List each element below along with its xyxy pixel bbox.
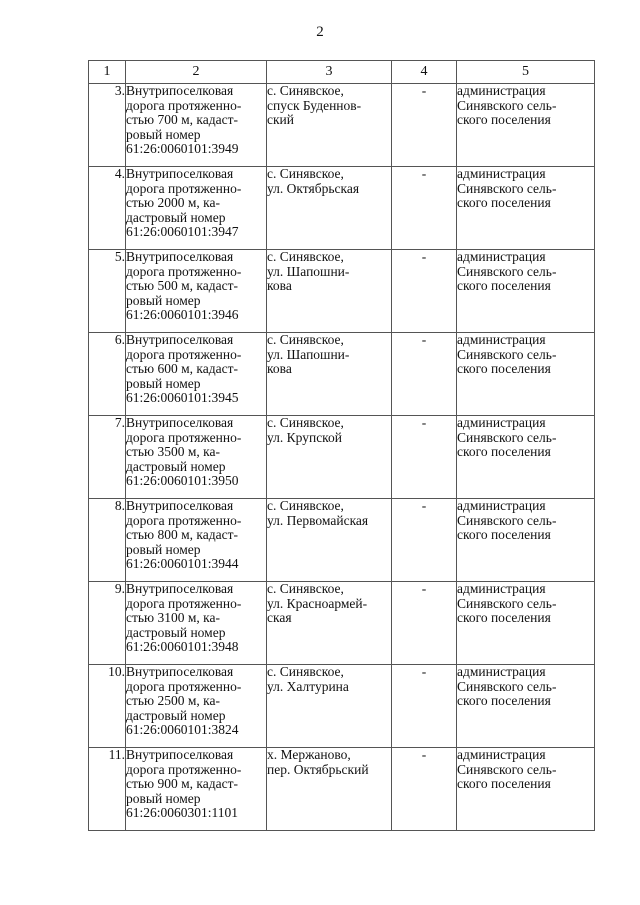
road-owner-cell xyxy=(457,499,595,582)
road-location-cell xyxy=(267,499,392,582)
table-row xyxy=(89,499,595,582)
roads-registry-table xyxy=(88,60,595,831)
table-row xyxy=(89,748,595,831)
column-4-value: - xyxy=(421,415,427,430)
road-location: с. Синявское, ул. Красноармей- ская xyxy=(267,581,368,626)
row-number-cell xyxy=(89,665,126,748)
road-location-cell xyxy=(267,333,392,416)
row-number-cell xyxy=(89,250,126,333)
row-number-cell xyxy=(89,416,126,499)
table-body xyxy=(89,84,595,831)
road-location: с. Синявское, ул. Шапошни- кова xyxy=(267,249,350,294)
table-row xyxy=(89,582,595,665)
column-4-value-cell xyxy=(392,333,457,416)
column-4-value-cell xyxy=(392,748,457,831)
road-description-cell xyxy=(126,499,267,582)
row-number: 8. xyxy=(114,498,125,513)
road-owner: администрация Синявского сель- ского поселения xyxy=(457,332,557,377)
column-header-4: 4 xyxy=(392,61,457,84)
table-row xyxy=(89,250,595,333)
road-owner: администрация Синявского сель- ского поселения xyxy=(457,415,557,460)
road-description: Внутрипоселковая дорога протяженно- стью 2500 м, ка- дастровый номер 61:26:0060101:3824 xyxy=(126,664,242,738)
road-owner: администрация Синявского сель- ского поселения xyxy=(457,747,557,792)
header-row xyxy=(89,61,595,84)
column-4-value-cell xyxy=(392,665,457,748)
column-4-value-cell xyxy=(392,499,457,582)
column-4-value: - xyxy=(421,747,427,762)
road-owner: администрация Синявского сель- ского поселения xyxy=(457,166,557,211)
row-number-cell xyxy=(89,748,126,831)
road-location: с. Синявское, ул. Первомайская xyxy=(267,498,369,528)
road-description: Внутрипоселковая дорога протяженно- стью 900 м, кадаст- ровый номер 61:26:0060301:1101 xyxy=(126,747,242,821)
road-location: с. Синявское, ул. Октябрьская xyxy=(267,166,360,196)
column-header-5: 5 xyxy=(457,61,595,84)
row-number: 5. xyxy=(114,249,125,264)
road-owner: администрация Синявского сель- ского поселения xyxy=(457,664,557,709)
road-description-cell xyxy=(126,250,267,333)
row-number: 11. xyxy=(108,747,125,762)
row-number: 10. xyxy=(108,664,125,679)
row-number-cell xyxy=(89,333,126,416)
road-owner-cell xyxy=(457,665,595,748)
road-location: с. Синявское, ул. Шапошни- кова xyxy=(267,332,350,377)
road-description-cell xyxy=(126,665,267,748)
road-owner: администрация Синявского сель- ского поселения xyxy=(457,83,557,128)
road-owner-cell xyxy=(457,250,595,333)
row-number-cell xyxy=(89,84,126,167)
column-header-2: 2 xyxy=(126,61,267,84)
column-header-1: 1 xyxy=(89,61,126,84)
road-owner-cell xyxy=(457,416,595,499)
road-description: Внутрипоселковая дорога протяженно- стью 700 м, кадаст- ровый номер 61:26:0060101:3949 xyxy=(126,83,242,157)
road-location: х. Мержаново, пер. Октябрьский xyxy=(267,747,369,777)
row-number-cell xyxy=(89,582,126,665)
road-description: Внутрипоселковая дорога протяженно- стью 500 м, кадаст- ровый номер 61:26:0060101:3946 xyxy=(126,249,242,323)
column-4-value: - xyxy=(421,83,427,98)
road-description: Внутрипоселковая дорога протяженно- стью 3500 м, ка- дастровый номер 61:26:0060101:3950 xyxy=(126,415,242,489)
column-4-value-cell xyxy=(392,167,457,250)
road-location-cell xyxy=(267,748,392,831)
road-location: с. Синявское, спуск Буденнов- ский xyxy=(267,83,362,128)
road-description: Внутрипоселковая дорога протяженно- стью 800 м, кадаст- ровый номер 61:26:0060101:3944 xyxy=(126,498,242,572)
road-location-cell xyxy=(267,167,392,250)
column-4-value-cell xyxy=(392,582,457,665)
road-location: с. Синявское, ул. Крупской xyxy=(267,415,344,445)
column-header-3: 3 xyxy=(267,61,392,84)
table-row xyxy=(89,84,595,167)
road-description-cell xyxy=(126,748,267,831)
road-description: Внутрипоселковая дорога протяженно- стью 3100 м, ка- дастровый номер 61:26:0060101:3948 xyxy=(126,581,242,655)
road-owner: администрация Синявского сель- ского поселения xyxy=(457,498,557,543)
road-location: с. Синявское, ул. Халтурина xyxy=(267,664,349,694)
table-row xyxy=(89,167,595,250)
road-owner-cell xyxy=(457,84,595,167)
row-number-cell xyxy=(89,167,126,250)
column-4-value: - xyxy=(421,581,427,596)
road-description-cell xyxy=(126,582,267,665)
page-number: 2 xyxy=(316,24,324,40)
column-4-value: - xyxy=(421,166,427,181)
road-description-cell xyxy=(126,333,267,416)
road-description-cell xyxy=(126,167,267,250)
column-4-value: - xyxy=(421,664,427,679)
road-owner-cell xyxy=(457,333,595,416)
column-4-value-cell xyxy=(392,84,457,167)
column-4-value: - xyxy=(421,249,427,264)
road-location-cell xyxy=(267,665,392,748)
road-owner-cell xyxy=(457,167,595,250)
row-number-cell xyxy=(89,499,126,582)
road-owner-cell xyxy=(457,748,595,831)
table-row xyxy=(89,665,595,748)
road-location-cell xyxy=(267,582,392,665)
road-description: Внутрипоселковая дорога протяженно- стью 2000 м, ка- дастровый номер 61:26:0060101:3947 xyxy=(126,166,242,240)
column-4-value: - xyxy=(421,332,427,347)
road-owner: администрация Синявского сель- ского поселения xyxy=(457,249,557,294)
table-row xyxy=(89,416,595,499)
road-description: Внутрипоселковая дорога протяженно- стью 600 м, кадаст- ровый номер 61:26:0060101:3945 xyxy=(126,332,242,406)
row-number: 9. xyxy=(114,581,125,596)
road-owner: администрация Синявского сель- ского поселения xyxy=(457,581,557,626)
row-number: 6. xyxy=(114,332,125,347)
road-description-cell xyxy=(126,84,267,167)
table-header xyxy=(89,61,595,84)
road-location-cell xyxy=(267,84,392,167)
column-4-value-cell xyxy=(392,416,457,499)
row-number: 7. xyxy=(114,415,125,430)
column-4-value: - xyxy=(421,498,427,513)
row-number: 4. xyxy=(114,166,125,181)
column-4-value-cell xyxy=(392,250,457,333)
road-description-cell xyxy=(126,416,267,499)
table-row xyxy=(89,333,595,416)
road-location-cell xyxy=(267,416,392,499)
road-owner-cell xyxy=(457,582,595,665)
row-number: 3. xyxy=(114,83,125,98)
road-location-cell xyxy=(267,250,392,333)
